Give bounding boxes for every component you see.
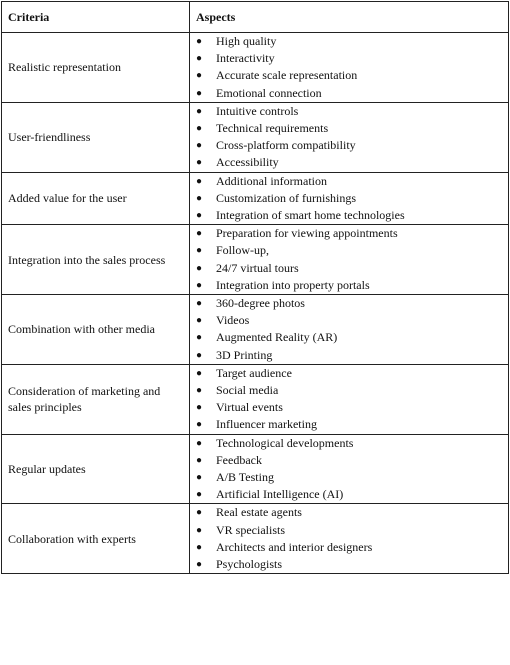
bullet-icon: ● bbox=[196, 332, 203, 344]
aspect-text: Virtual events bbox=[216, 400, 283, 415]
aspect-text: Social media bbox=[216, 383, 279, 398]
aspect-text: Augmented Reality (AR) bbox=[216, 330, 338, 345]
bullet-icon: ● bbox=[196, 192, 203, 204]
list-item bbox=[196, 137, 502, 154]
header-aspects: Aspects bbox=[190, 2, 509, 33]
aspect-text: Integration into property portals bbox=[216, 277, 370, 292]
bullet-icon: ● bbox=[196, 385, 203, 397]
bullet-icon: ● bbox=[196, 279, 203, 291]
aspects-cell bbox=[190, 504, 509, 574]
bullet-icon: ● bbox=[196, 489, 203, 501]
bullet-icon: ● bbox=[196, 315, 203, 327]
list-item bbox=[196, 365, 502, 382]
bullet-icon: ● bbox=[196, 402, 203, 414]
header-row bbox=[2, 2, 509, 33]
list-item bbox=[196, 154, 502, 171]
header-criteria: Criteria bbox=[2, 2, 190, 33]
list-item bbox=[196, 260, 502, 277]
table-row bbox=[2, 434, 509, 504]
table-row bbox=[2, 504, 509, 574]
aspects-cell bbox=[190, 102, 509, 172]
bullet-icon: ● bbox=[196, 298, 203, 310]
bullet-icon: ● bbox=[196, 210, 203, 222]
aspect-text: Customization of furnishings bbox=[216, 190, 356, 205]
list-item bbox=[196, 103, 502, 120]
aspect-list bbox=[196, 504, 502, 573]
list-item bbox=[196, 416, 502, 433]
list-item bbox=[196, 452, 502, 469]
bullet-icon: ● bbox=[196, 70, 203, 82]
aspects-cell bbox=[190, 33, 509, 103]
bullet-icon: ● bbox=[196, 228, 203, 240]
bullet-icon: ● bbox=[196, 87, 203, 99]
aspect-list bbox=[196, 225, 502, 294]
aspect-text: Integration of smart home technologies bbox=[216, 208, 405, 223]
aspect-text: Emotional connection bbox=[216, 85, 322, 100]
criterion-cell: User-friendliness bbox=[2, 102, 190, 172]
aspect-text: 360-degree photos bbox=[216, 296, 305, 311]
aspect-text: Intuitive controls bbox=[216, 103, 299, 118]
bullet-icon: ● bbox=[196, 454, 203, 466]
list-item bbox=[196, 329, 502, 346]
aspect-text: Videos bbox=[216, 313, 250, 328]
aspect-text: Cross-platform compatibility bbox=[216, 138, 356, 153]
list-item bbox=[196, 190, 502, 207]
list-item bbox=[196, 556, 502, 573]
bullet-icon: ● bbox=[196, 349, 203, 361]
table-row bbox=[2, 172, 509, 225]
list-item bbox=[196, 120, 502, 137]
aspect-text: Architects and interior designers bbox=[216, 539, 373, 554]
list-item bbox=[196, 85, 502, 102]
aspects-cell bbox=[190, 225, 509, 295]
aspect-text: Real estate agents bbox=[216, 505, 302, 520]
table-row bbox=[2, 295, 509, 365]
bullet-icon: ● bbox=[196, 175, 203, 187]
list-item bbox=[196, 399, 502, 416]
list-item bbox=[196, 382, 502, 399]
bullet-icon: ● bbox=[196, 53, 203, 65]
bullet-icon: ● bbox=[196, 157, 203, 169]
list-item bbox=[196, 295, 502, 312]
aspect-list bbox=[196, 365, 502, 434]
aspects-cell bbox=[190, 364, 509, 434]
aspect-text: Artificial Intelligence (AI) bbox=[216, 487, 344, 502]
criterion-cell: Realistic representation bbox=[2, 33, 190, 103]
list-item bbox=[196, 435, 502, 452]
aspect-list bbox=[196, 103, 502, 172]
bullet-icon: ● bbox=[196, 559, 203, 571]
list-item bbox=[196, 225, 502, 242]
bullet-icon: ● bbox=[196, 262, 203, 274]
bullet-icon: ● bbox=[196, 437, 203, 449]
list-item bbox=[196, 522, 502, 539]
aspect-list bbox=[196, 435, 502, 504]
list-item bbox=[196, 486, 502, 503]
aspect-text: Technological developments bbox=[216, 435, 354, 450]
bullet-icon: ● bbox=[196, 245, 203, 257]
aspect-text: Additional information bbox=[216, 173, 327, 188]
bullet-icon: ● bbox=[196, 123, 203, 135]
aspect-text: Target audience bbox=[216, 365, 292, 380]
criteria-table bbox=[1, 1, 509, 574]
list-item bbox=[196, 312, 502, 329]
aspect-text: Psychologists bbox=[216, 557, 283, 572]
list-item bbox=[196, 50, 502, 67]
aspect-text: Technical requirements bbox=[216, 121, 329, 136]
bullet-icon: ● bbox=[196, 419, 203, 431]
aspect-text: A/B Testing bbox=[216, 470, 274, 485]
bullet-icon: ● bbox=[196, 524, 203, 536]
criterion-cell: Consideration of marketing and sales principles bbox=[2, 364, 190, 434]
aspects-cell bbox=[190, 434, 509, 504]
aspect-text: Interactivity bbox=[216, 51, 275, 66]
table-body bbox=[2, 33, 509, 574]
list-item bbox=[196, 207, 502, 224]
criterion-cell: Integration into the sales process bbox=[2, 225, 190, 295]
aspect-text: High quality bbox=[216, 34, 277, 48]
table-row bbox=[2, 33, 509, 103]
criterion-cell: Collaboration with experts bbox=[2, 504, 190, 574]
aspect-text: Accessibility bbox=[216, 155, 279, 170]
aspect-text: 3D Printing bbox=[216, 347, 273, 362]
bullet-icon: ● bbox=[196, 541, 203, 553]
aspect-text: Feedback bbox=[216, 452, 262, 467]
table-row bbox=[2, 364, 509, 434]
bullet-icon: ● bbox=[196, 140, 203, 152]
aspect-list bbox=[196, 295, 502, 364]
list-item bbox=[196, 469, 502, 486]
list-item bbox=[196, 347, 502, 364]
list-item bbox=[196, 539, 502, 556]
list-item bbox=[196, 173, 502, 190]
list-item bbox=[196, 277, 502, 294]
aspect-list bbox=[196, 33, 502, 102]
list-item bbox=[196, 504, 502, 521]
list-item bbox=[196, 242, 502, 259]
list-item bbox=[196, 67, 502, 84]
aspect-text: 24/7 virtual tours bbox=[216, 260, 299, 275]
bullet-icon: ● bbox=[196, 472, 203, 484]
list-item bbox=[196, 33, 502, 50]
criterion-cell: Regular updates bbox=[2, 434, 190, 504]
criterion-cell: Added value for the user bbox=[2, 172, 190, 225]
bullet-icon: ● bbox=[196, 507, 203, 519]
aspect-text: Influencer marketing bbox=[216, 417, 317, 432]
aspects-cell bbox=[190, 172, 509, 225]
aspect-text: VR specialists bbox=[216, 522, 285, 537]
bullet-icon: ● bbox=[196, 36, 203, 47]
aspects-cell bbox=[190, 295, 509, 365]
table-row bbox=[2, 225, 509, 295]
aspect-text: Follow-up, bbox=[216, 243, 270, 258]
bullet-icon: ● bbox=[196, 367, 203, 379]
bullet-icon: ● bbox=[196, 105, 203, 117]
table-row bbox=[2, 102, 509, 172]
aspect-text: Accurate scale representation bbox=[216, 68, 358, 83]
aspect-list bbox=[196, 173, 502, 225]
aspect-text: Preparation for viewing appointments bbox=[216, 226, 398, 241]
criterion-cell: Combination with other media bbox=[2, 295, 190, 365]
